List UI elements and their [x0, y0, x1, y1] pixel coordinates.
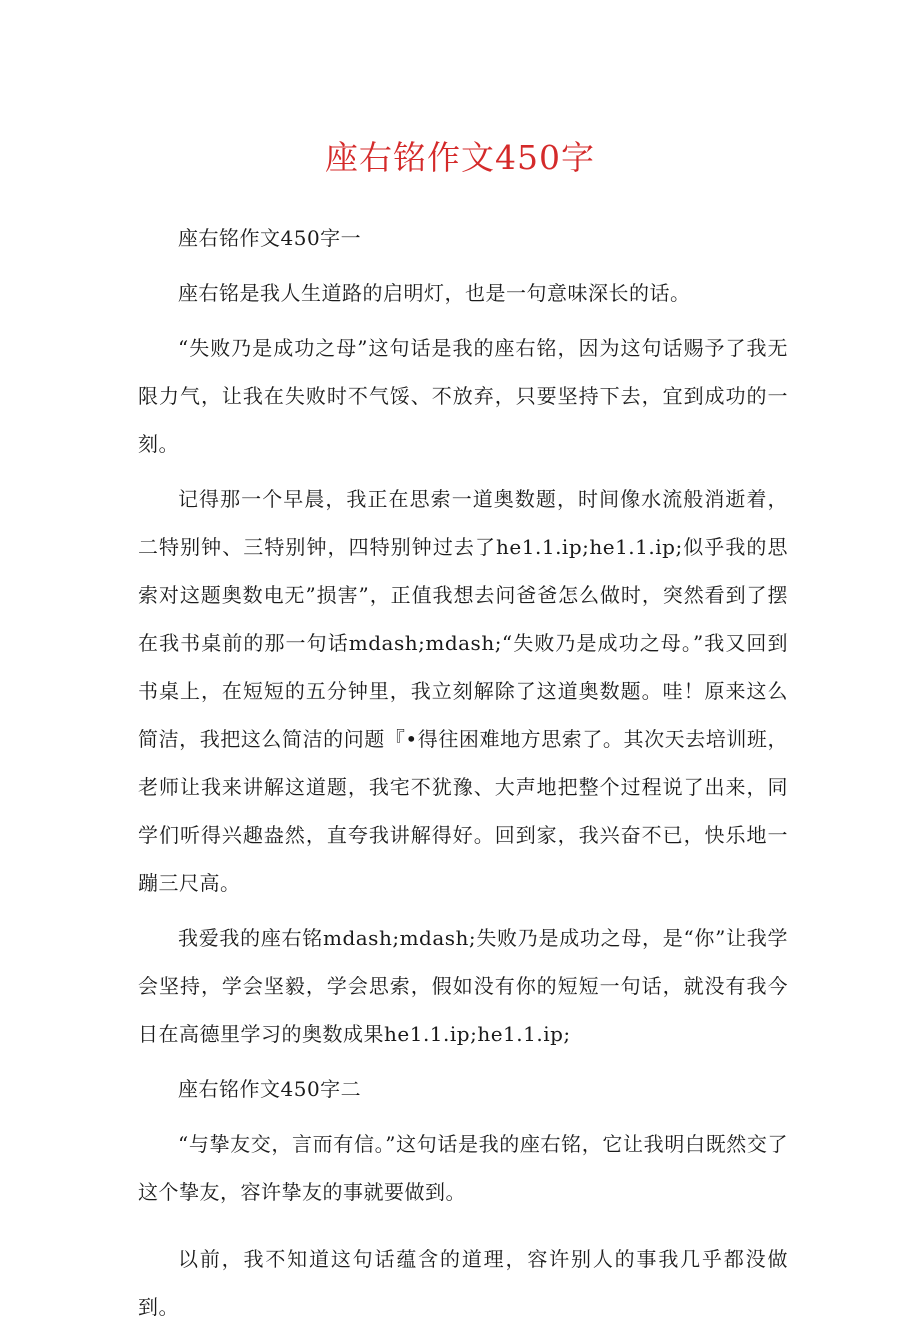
paragraph-friend-motto: “与挚友交，言而有信。”这句话是我的座右铭，它让我明白既然交了这个挚友，容许挚友的事就要做到。: [138, 1132, 788, 1204]
section-heading-1: 座右铭作文450字一: [178, 226, 362, 250]
document-body: [138, 214, 788, 1331]
paragraph-story: 记得那一个早晨，我正在思索一道奥数题，时间像水流般消逝着，二特别钟、三特别钟，四特别钟过去了he1.1.ip;he1.1.ip;似乎我的思索对这题奥数电无”损害”，正值我想去问爸爸怎么做时，突然看到了摆在我书桌前的那一句话mdash;mdash;“失败乃是成功之母。”我又回到书桌上，在短短的五分钟里，我立刻解除了这道奥数题。哇！原来这么简洁，我把这么简洁的问题『•得往困难地方思索了。其次天去培训班，老师让我来讲解这道题，我宅不犹豫、大声地把整个过程说了出来，同学们听得兴趣盎然，直夸我讲解得好。回到家，我兴奋不已，快乐地一蹦三尺高。: [138, 487, 788, 895]
section-heading-2: 座右铭作文450字二: [178, 1077, 362, 1101]
paragraph-intro: 座右铭是我人生道路的启明灯，也是一句意味深长的话。: [178, 281, 691, 305]
paragraph-motto: “失败乃是成功之母”这句话是我的座右铭，因为这句话赐予了我无限力气，让我在失败时不气馁、不放弃，只要坚持下去，宜到成功的一刻。: [138, 336, 788, 456]
paragraph-past: 以前，我不知道这句话蕴含的道理，容许别人的事我几乎都没做到。: [138, 1247, 788, 1319]
document-title: 座右铭作文450字: [325, 138, 595, 177]
paragraph-conclusion: 我爱我的座右铭mdash;mdash;失败乃是成功之母，是“你”让我学会坚持，学会坚毅，学会思索，假如没有你的短短一句话，就没有我今日在高德里学习的奥数成果he1.1.ip;he1.1.ip;: [138, 926, 788, 1046]
